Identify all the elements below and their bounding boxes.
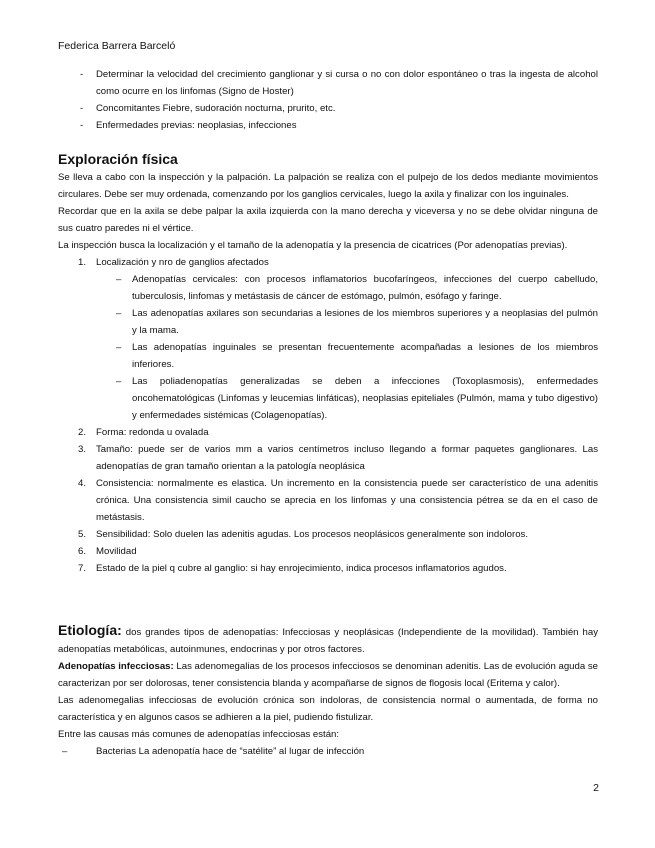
list-item: 5. Sensibilidad: Solo duelen las adenitis agudas. Los procesos neoplásicos generalmente son indoloros.	[78, 529, 528, 540]
sub-list-item: – Las adenopatías axilares son secundarias a lesiones de los miembros superiores y a neoplasias del pulmón y la mama.	[96, 305, 598, 339]
dash-marker: –	[116, 342, 122, 353]
dash-marker: -	[80, 103, 84, 114]
list-item: 3. Tamaño: puede ser de varios mm a varios centímetros incluso llegando a formar paquetes ganglionares. Las adenopatías de gran tamaño orientan a la patología neoplásica	[78, 444, 598, 472]
dash-marker: -	[80, 120, 84, 131]
dash-marker: –	[116, 376, 122, 387]
list-item: 2. Forma: redonda u ovalada	[78, 427, 209, 438]
dash-marker: –	[62, 746, 68, 757]
sub-list-item: – Las adenopatías inguinales se presentan frecuentemente acompañadas a lesiones de los miembros inferiores.	[96, 339, 598, 373]
inline-label: Adenopatías infecciosas:	[58, 661, 174, 672]
list-item: - Determinar la velocidad del crecimiento ganglionar y si cursa o no con dolor espontáneo o tras la ingesta de alcohol como ocurre en los linfomas (Signo de Hoster)	[58, 66, 598, 100]
sub-list-item: – Las poliadenopatías generalizadas se deben a infecciones (Toxoplasmosis), enfermedades oncohematológicas (Linfomas y leucemias linfáticas), neoplasias epiteliales (Pulmón, mama y tubo digestivo) y enfermedades sistémicas (Colagenopatías).	[96, 373, 598, 424]
list-item: 1. Localización y nro de ganglios afectados – Adenopatías cervicales: con procesos inflamatorios bucofaríngeos, infecciones del cuerpo cabelludo, tuberculosis, linfomas y metástasis de cáncer de estómago, pulmón, esófago y faringe. – Las adenopatías axilares son secundarias a lesiones de los miembros superiores y a neoplasias del pulmón y la mama. – Las adenopatías inguinales se presentan frecuentemente acompañadas a lesiones de los miembros inferiores. – Las poliadenopatías generalizadas se deben a infecciones (Toxoplasmosis), enfermedades oncohematológicas (Linfomas y leucemias linfáticas), neoplasias epiteliales (Pulmón, mama y tubo digestivo) y enfermedades sistémicas (Colagenopatías).	[58, 254, 598, 424]
top-dash-list	[58, 66, 598, 134]
dash-marker: -	[80, 69, 84, 80]
exploracion-section	[58, 150, 598, 577]
paragraph: Recordar que en la axila se debe palpar la axila izquierda con la mano derecha y viceversa y no se debe olvidar ninguna de sus cuatro paredes ni el vértice.	[58, 206, 598, 234]
list-item: - Enfermedades previas: neoplasias, infecciones	[58, 117, 598, 134]
paragraph: Adenopatías infecciosas: Las adenomegalias de los procesos infecciosos se denominan adenitis. Las de evolución aguda se caracterizan por ser dolorosas, tener consistencia blanda y acompañarse de signos de flogosis local (Eritema y calor).	[58, 661, 598, 689]
list-item: 4. Consistencia: normalmente es elastica. Un incremento en la consistencia puede ser característico de una adenitis crónica. Una consistencia simil caucho se aprecia en los linfomas y una consistencia pétrea se da en el caso de metástasis.	[78, 478, 598, 523]
numbered-list	[58, 254, 598, 577]
section-title-etiologia: Etiología:	[58, 622, 122, 638]
paragraph: La inspección busca la localización y el tamaño de la adenopatía y la presencia de cicatrices (Por adenopatías previas).	[58, 240, 568, 251]
list-item: 6. Movilidad	[78, 546, 137, 557]
list-item: – Bacterias La adenopatía hace de “satélite” al lugar de infección	[58, 743, 598, 760]
paragraph: Etiología: dos grandes tipos de adenopatías: Infecciosas y neoplásicas (Independiente de la movilidad). También hay adenopatías metabólicas, autoinmunes, endocrinas y por otros factores.	[58, 622, 598, 655]
header-author: Federica Barrera Barceló	[58, 40, 176, 52]
list-item: 7. Estado de la piel q cubre al ganglio: si hay enrojecimiento, indica procesos inflamatorios agudos.	[78, 563, 507, 574]
list-item: - Concomitantes Fiebre, sudoración nocturna, prurito, etc.	[58, 100, 598, 117]
paragraph: Las adenomegalias infecciosas de evolución crónica son indoloras, de consistencia normal o aumentada, de forma no característica y en algunos casos se adhieren a la piel, pudiendo fistulizar.	[58, 695, 598, 723]
sub-list-item: – Adenopatías cervicales: con procesos inflamatorios bucofaríngeos, infecciones del cuerpo cabelludo, tuberculosis, linfomas y metástasis de cáncer de estómago, pulmón, esófago y faringe.	[96, 271, 598, 305]
section-title-exploracion: Exploración física	[58, 151, 178, 167]
page-number: 2	[593, 782, 599, 794]
dash-marker: –	[116, 308, 122, 319]
sub-list	[96, 271, 598, 424]
paragraph: Se lleva a cabo con la inspección y la palpación. La palpación se realiza con el pulpejo de los dedos mediante movimientos circulares. Debe ser muy ordenada, comenzando por los ganglios cervicales, luego la axila y finalizar con los inguinales.	[58, 172, 598, 200]
dash-marker: –	[116, 274, 122, 285]
etiologia-section	[58, 622, 598, 760]
paragraph: Entre las causas más comunes de adenopatías infecciosas están:	[58, 729, 340, 740]
